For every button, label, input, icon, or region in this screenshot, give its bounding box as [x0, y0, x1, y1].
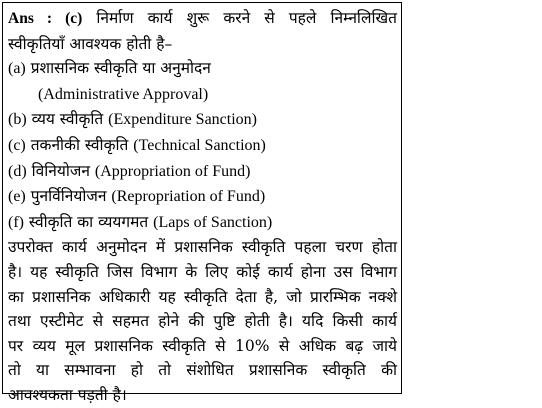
paragraph-line-1: उपरोक्त कार्य अनुमोदन में प्रशासनिक स्वीकृति पहला चरण होता [8, 238, 397, 257]
list-item-hindi: व्यय स्वीकृति [31, 110, 104, 129]
paragraph-line-2: है। यह स्वीकृति जिस विभाग के लिए कोई कार्य होना उस विभाग [8, 262, 397, 281]
list-item-hindi: प्रशासनिक स्वीकृति या अनुमोदन [30, 59, 211, 78]
list-item-marker: (d) [8, 162, 27, 180]
list-item-english: (Repropriation of Fund) [111, 188, 266, 206]
list-item-marker: (a) [8, 60, 26, 78]
list-item-marker: (e) [8, 188, 26, 206]
list-item-hindi: पुनर्विनियोजन [30, 187, 107, 206]
list-item-c [8, 133, 397, 159]
list-item-english: (Administrative Approval) [38, 85, 209, 103]
list-item-marker: (b) [8, 111, 27, 129]
list-item-hindi: स्वीकृति का व्ययगमत [28, 212, 149, 231]
list-item-b [8, 107, 397, 133]
paragraph-line-5: पर व्यय मूल प्रशासनिक स्वीकृति से 10% से अधिक बढ़ जाये [8, 336, 397, 355]
list-item-english: (Expenditure Sanction) [108, 111, 257, 129]
paragraph-line-4: तथा एस्टीमेट से सहमत होने की पुष्टि होती है। यदि किसी कार्य [8, 312, 397, 331]
list-item-e [8, 184, 397, 210]
answer-label: Ans : (c) [8, 10, 83, 27]
list-item-marker: (f) [8, 213, 24, 231]
answer-intro-text-2: स्वीकृतियाँ आवश्यक होती है– [8, 34, 173, 53]
list-item-hindi: विनियोजन [31, 161, 90, 180]
list-item-f [8, 210, 397, 236]
paragraph-line-3: का प्रशासनिक अधिकारी यह स्वीकृति देता है, जो प्रारम्भिक नक्शे [8, 287, 397, 306]
list-item-english: (Laps of Sanction) [153, 213, 273, 231]
list-item-hindi: तकनीकी स्वीकृति [30, 135, 129, 154]
paragraph-line-7: आवश्यकता पड़ती है। [8, 385, 127, 404]
answer-intro-text-1: निर्माण कार्य शुरू करने से पहले निम्नलिखित [96, 9, 397, 27]
answer-intro-line-2 [8, 32, 397, 57]
list-item-english: (Technical Sanction) [133, 136, 266, 154]
list-item-a-english-line [8, 82, 397, 108]
list-item-marker: (c) [8, 136, 26, 154]
list-item-a [8, 56, 397, 82]
answer-box [2, 2, 402, 404]
list-item-d [8, 159, 397, 185]
answer-intro-line-1 [8, 6, 397, 32]
list-item-english: (Appropriation of Fund) [94, 162, 251, 180]
paragraph-line-6: तो या सम्भावना हो तो संशोधित प्रशासनिक स्वीकृति की [8, 361, 397, 380]
